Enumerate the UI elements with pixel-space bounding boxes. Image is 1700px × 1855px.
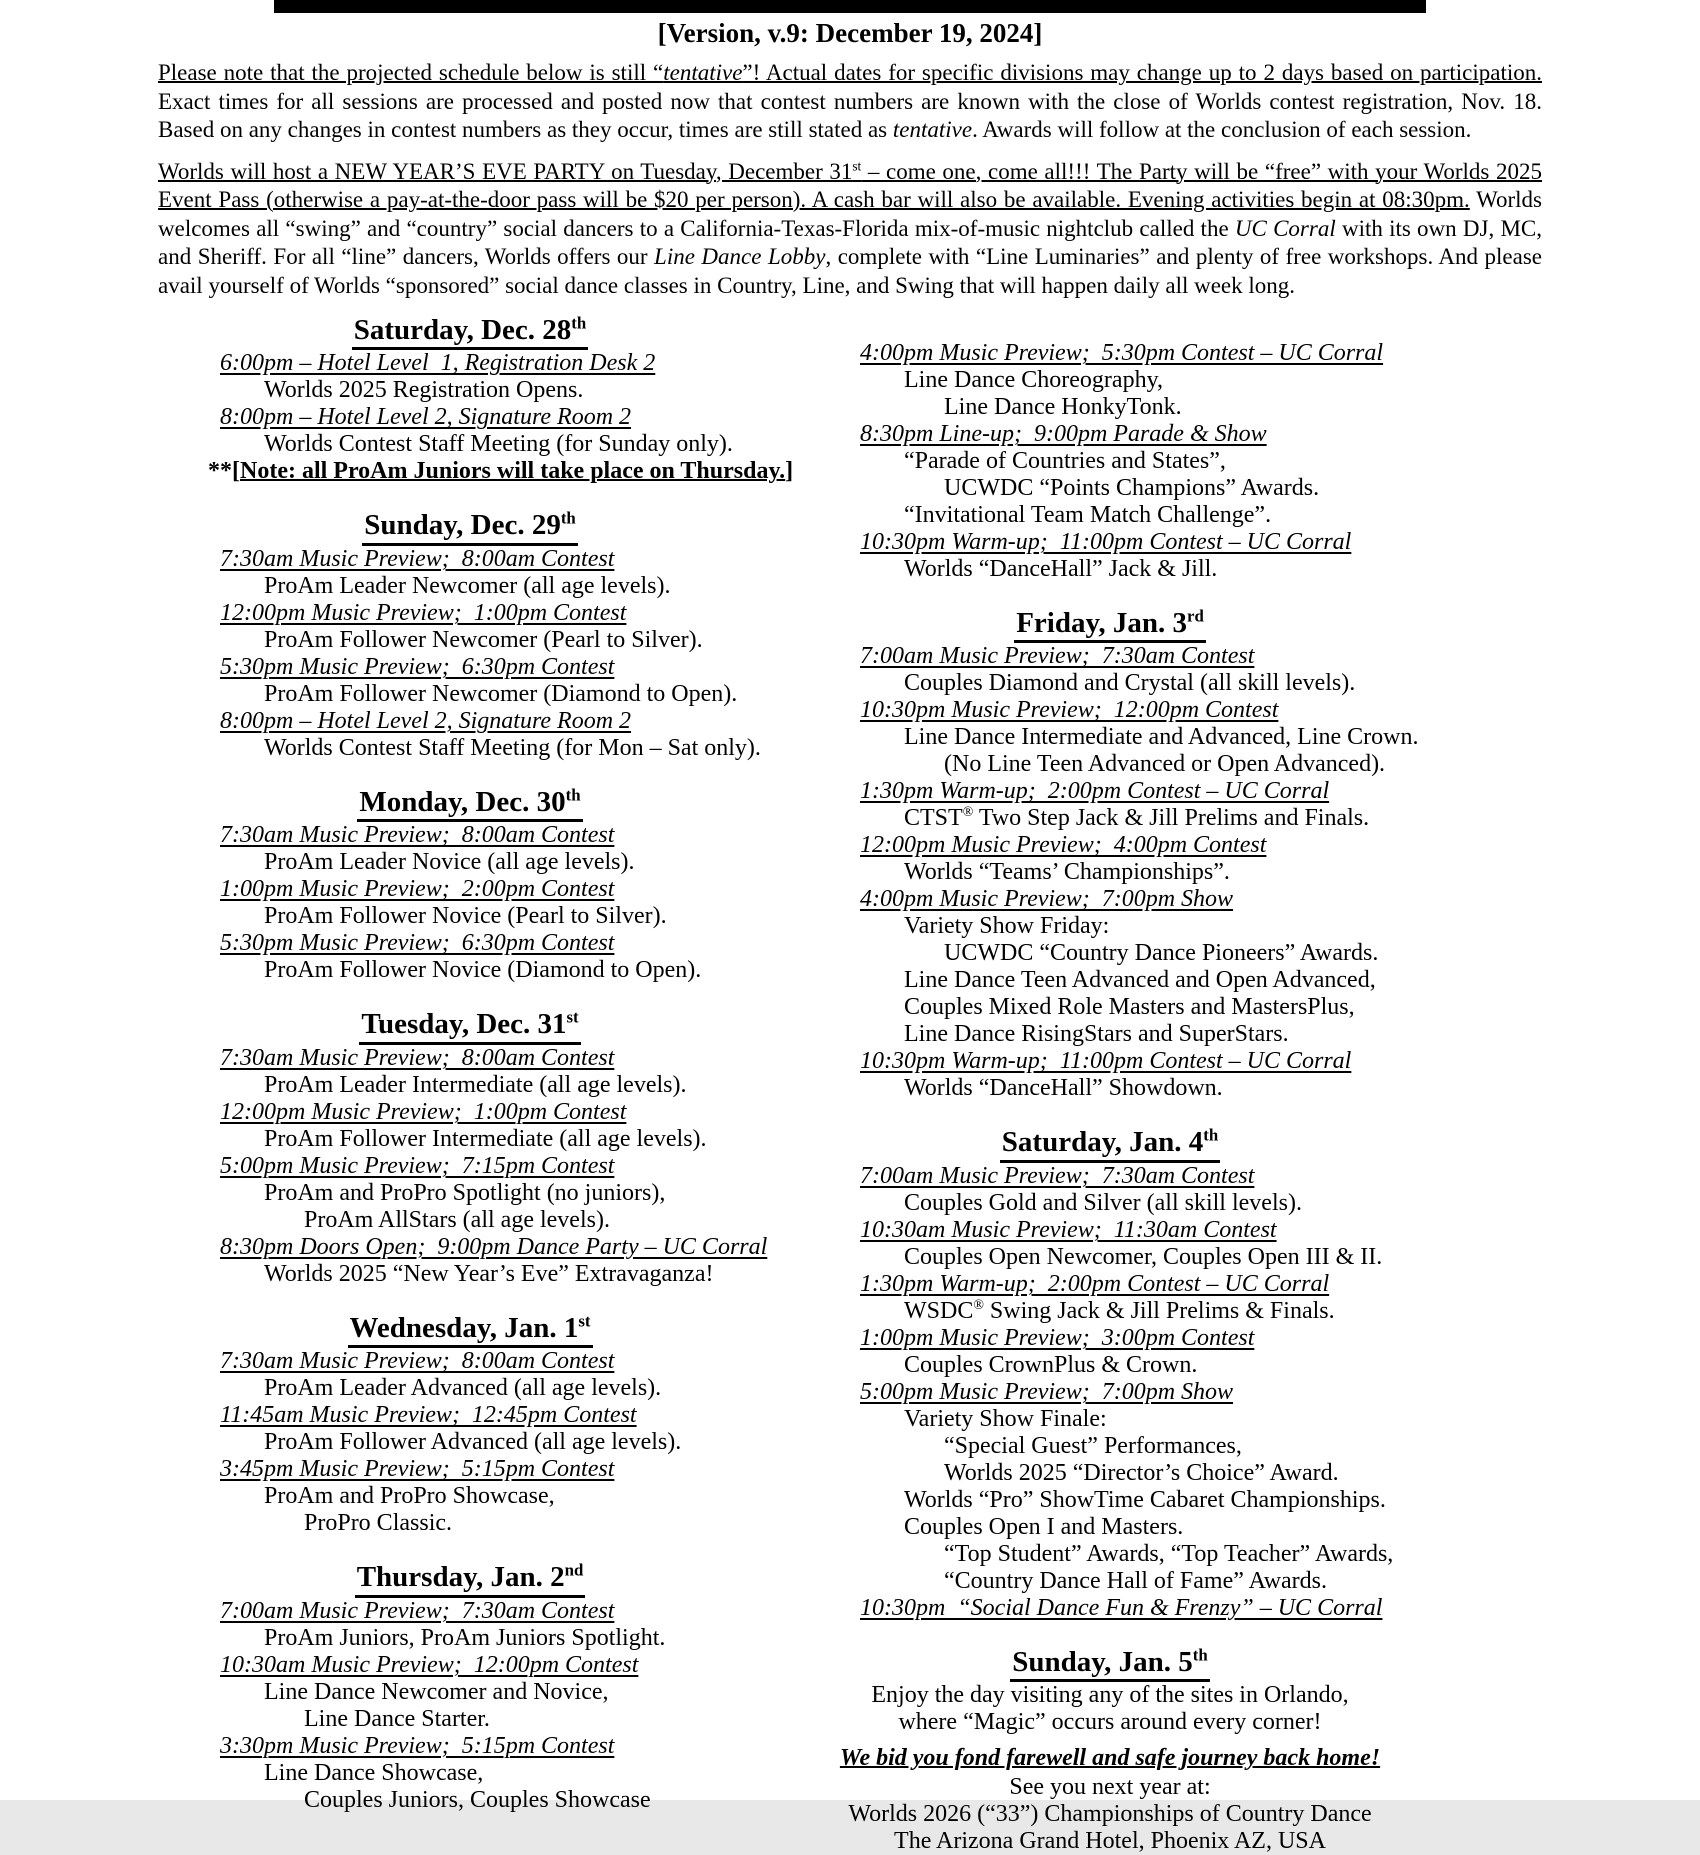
session-time-line: 10:30pm Warm-up; 11:00pm Contest – UC Corral	[860, 529, 1352, 555]
intro-p2-body-text-end: , complete with “Line Luminaries” and plenty of free workshops. And please avail yourself of Worlds “sponsored” social dance classes in Country, Line, and Swing that will happen daily all week long.	[158, 244, 1542, 298]
session-detail-line: Line Dance RisingStars and SuperStars.	[904, 1021, 1289, 1048]
ordinal-superscript: st	[578, 1311, 591, 1331]
session-time-line: 7:00am Music Preview; 7:30am Contest	[860, 643, 1255, 670]
schedule-left-column	[150, 313, 794, 1814]
wsdc-name: WSDC	[904, 1297, 974, 1324]
intro-p2-underlined-text-end: – come one, come all!!! The Party will be “free” with your Worlds 2025 Event Pass (otherwise a pay-at-the-door pass will be $20 per person). A cash bar will also be available. Evening activities begin at 08:30pm.	[158, 158, 1543, 212]
day-title-text: Thursday, Jan. 2	[356, 1561, 565, 1594]
day-section-sun-dec-29	[150, 509, 790, 761]
session-detail-line: ProAm Leader Advanced (all age levels).	[264, 1375, 662, 1402]
session-time-line: 4:00pm Music Preview; 7:00pm Show	[860, 886, 1234, 913]
session-detail-line: ProAm Follower Intermediate (all age levels).	[264, 1125, 707, 1152]
session-time-line: 5:00pm Music Preview; 7:15pm Contest	[220, 1152, 615, 1179]
session-time-line: 8:30pm Doors Open; 9:00pm Dance Party – UC Corral	[220, 1233, 768, 1260]
day-section-fri-jan-3	[790, 607, 1430, 1102]
day-header	[150, 1008, 790, 1044]
session-time-line: 5:30pm Music Preview; 6:30pm Contest	[220, 930, 615, 957]
day-section-thu-jan-2	[150, 1561, 790, 1813]
session-detail-line-2: “Special Guest” Performances,	[944, 1432, 1242, 1459]
session-detail-line-2: Worlds 2025 “Director’s Choice” Award.	[944, 1459, 1339, 1486]
session-time-line: 1:00pm Music Preview; 3:00pm Contest	[860, 1324, 1255, 1351]
session-detail-line: ProAm Leader Intermediate (all age levels).	[264, 1071, 687, 1098]
session-detail-line: Worlds Contest Staff Meeting (for Sunday only).	[264, 431, 733, 458]
session-detail-line: Worlds “DanceHall” Showdown.	[904, 1075, 1223, 1102]
day-section-mon-dec-30	[150, 786, 790, 984]
session-time-line: 7:30am Music Preview; 8:00am Contest	[220, 1044, 615, 1071]
thursday-continued-entries	[790, 340, 1430, 583]
ordinal-superscript: th	[560, 508, 576, 528]
intro-p2-body-text-2: with its own DJ, MC, and Sheriff. For all “line” dancers, Worlds offers our	[158, 215, 1542, 269]
session-detail-line-2: “Top Student” Awards, “Top Teacher” Awards,	[944, 1540, 1394, 1567]
session-time-line: 8:30pm Line-up; 9:00pm Parade & Show	[860, 421, 1267, 447]
session-time-line: 7:30am Music Preview; 8:00am Contest	[220, 822, 615, 849]
note-prefix: **[	[208, 458, 240, 485]
ordinal-superscript: st	[852, 157, 862, 173]
day-header	[150, 509, 790, 545]
session-detail-line: Line Dance Showcase,	[264, 1759, 484, 1786]
session-detail-line-2: ProAm AllStars (all age levels).	[304, 1206, 610, 1233]
session-time-line: 10:30am Music Preview; 12:00pm Contest	[220, 1651, 639, 1678]
session-time-line: 10:30am Music Preview; 11:30am Contest	[860, 1216, 1277, 1243]
session-time-line: 7:30am Music Preview; 8:00am Contest	[220, 545, 615, 572]
session-detail-line: Line Dance Teen Advanced and Open Advanced,	[904, 967, 1376, 994]
uc-corral-name: UC Corral	[1234, 215, 1336, 241]
session-detail-line: Couples Diamond and Crystal (all skill levels).	[904, 670, 1356, 697]
session-detail-line: ProAm Juniors, ProAm Juniors Spotlight.	[264, 1624, 666, 1651]
ordinal-superscript: st	[566, 1007, 579, 1027]
session-detail-line: Couples Open I and Masters.	[904, 1513, 1184, 1540]
day-header	[790, 1646, 1430, 1682]
session-detail-line: Variety Show Finale:	[904, 1405, 1107, 1432]
intro-p1-body-text-end: . Awards will follow at the conclusion of each session.	[972, 117, 1472, 142]
intro-p2-body-text: Worlds welcomes all “swing” and “country” social dancers to a California-Texas-Florida mix-of-music nightclub called the	[158, 187, 1543, 241]
juniors-note-line	[208, 458, 794, 485]
session-detail-line-2: ProPro Classic.	[304, 1510, 453, 1537]
day-title-text: Sunday, Jan. 5	[1012, 1645, 1193, 1678]
session-detail-line: ProAm Follower Newcomer (Pearl to Silver).	[264, 626, 703, 653]
version-line: [Version, v.9: December 19, 2024]	[657, 18, 1043, 48]
day-section-sat-dec-28	[150, 313, 794, 485]
session-time-line: 12:00pm Music Preview; 1:00pm Contest	[220, 1098, 627, 1125]
session-detail-line: Couples Mixed Role Masters and MastersPlus,	[904, 994, 1355, 1021]
session-detail-line: ProAm Follower Advanced (all age levels).	[264, 1429, 682, 1456]
intro-p1-italic-word: tentative	[663, 60, 743, 85]
session-time-line: 5:30pm Music Preview; 6:30pm Contest	[220, 653, 615, 680]
day-title-text: Wednesday, Jan. 1	[349, 1311, 579, 1344]
session-detail-line: Couples Gold and Silver (all skill levels).	[904, 1189, 1302, 1216]
session-time-line: 1:00pm Music Preview; 2:00pm Contest	[220, 876, 615, 903]
session-time-line: 3:45pm Music Preview; 5:15pm Contest	[220, 1456, 615, 1483]
session-time-line: 8:00pm – Hotel Level 2, Signature Room 2	[220, 404, 632, 431]
intro-p1-body-text: Exact times for all sessions are processed and posted now that contest numbers are known with the close of Worlds contest registration, Nov. 18. Based on any changes in contest numbers as they occur, times are still stated as	[158, 88, 1542, 142]
ctst-name: CTST	[904, 805, 963, 832]
session-detail-line: “Invitational Team Match Challenge”.	[904, 502, 1272, 528]
ctst-detail-text: Two Step Jack & Jill Prelims and Finals.	[973, 805, 1370, 832]
ordinal-superscript: th	[1203, 1125, 1219, 1145]
ordinal-superscript: rd	[1187, 606, 1204, 626]
intro-p2-underlined-text: Worlds will host a NEW YEAR’S EVE PARTY on Tuesday, December 31	[158, 158, 853, 184]
note-underlined-text: Note: all ProAm Juniors will take place on Thursday.	[240, 458, 786, 485]
sunday-message-line: Enjoy the day visiting any of the sites in Orlando,	[871, 1682, 1349, 1709]
session-detail-line-ctst	[904, 805, 1430, 832]
session-detail-line-2: UCWDC “Country Dance Pioneers” Awards.	[944, 940, 1379, 967]
session-detail-line: Line Dance Newcomer and Novice,	[264, 1678, 609, 1705]
registered-mark: ®	[962, 805, 974, 821]
registered-mark: ®	[973, 1297, 984, 1313]
session-time-line: 10:30pm Music Preview; 12:00pm Contest	[860, 697, 1279, 724]
session-detail-line: Variety Show Friday:	[904, 913, 1110, 940]
line-dance-lobby-name: Line Dance Lobby	[654, 244, 826, 269]
ordinal-superscript: nd	[564, 1560, 584, 1580]
session-time-line: 4:00pm Music Preview; 5:30pm Contest – UC Corral	[860, 340, 1384, 366]
session-detail-line: ProAm and ProPro Showcase,	[264, 1483, 555, 1510]
day-section-sun-jan-5	[790, 1646, 1430, 1855]
session-detail-line-2: UCWDC “Points Champions” Awards.	[944, 475, 1320, 501]
day-title-text: Friday, Jan. 3	[1016, 607, 1187, 639]
session-time-line: 12:00pm Music Preview; 4:00pm Contest	[860, 832, 1267, 859]
session-detail-line: Worlds “Teams’ Championships”.	[904, 859, 1230, 886]
session-detail-line: Line Dance Choreography,	[904, 367, 1164, 393]
session-detail-line: ProAm and ProPro Spotlight (no juniors),	[264, 1179, 666, 1206]
session-time-line: 6:00pm – Hotel Level 1, Registration Desk 2	[220, 350, 656, 377]
day-header	[150, 1561, 790, 1597]
schedule-right-column	[790, 314, 1430, 1855]
note-suffix: ]	[785, 458, 794, 485]
day-title-text: Saturday, Jan. 4	[1001, 1126, 1204, 1159]
session-detail-line-2: Line Dance HonkyTonk.	[944, 394, 1182, 420]
day-title-text: Sunday, Dec. 29	[364, 509, 561, 542]
day-title-text: Monday, Dec. 30	[359, 785, 566, 818]
ordinal-superscript: th	[571, 313, 587, 333]
day-section-tue-dec-31	[150, 1008, 790, 1287]
session-time-line: 10:30pm Warm-up; 11:00pm Contest – UC Corral	[860, 1048, 1352, 1075]
session-detail-line-2: “Country Dance Hall of Fame” Awards.	[944, 1567, 1328, 1594]
day-section-wed-jan-1	[150, 1312, 790, 1537]
session-time-line: 11:45am Music Preview; 12:45pm Contest	[220, 1402, 637, 1429]
title-banner-bar	[274, 0, 1426, 13]
intro-p1-underlined-text: Please note that the projected schedule below is still “	[158, 60, 664, 85]
farewell-text: We bid you fond farewell and safe journey back home!	[839, 1745, 1381, 1772]
session-detail-line: ProAm Leader Newcomer (all age levels).	[264, 572, 671, 599]
session-detail-line: Worlds “DanceHall” Jack & Jill.	[904, 556, 1218, 582]
session-detail-line: Couples CrownPlus & Crown.	[904, 1351, 1198, 1378]
day-header	[150, 314, 790, 350]
closing-line: The Arizona Grand Hotel, Phoenix AZ, USA	[894, 1828, 1326, 1855]
session-time-line: 7:00am Music Preview; 7:30am Contest	[220, 1597, 615, 1624]
intro-paragraph-tentative	[158, 59, 1542, 145]
intro-section	[158, 59, 1542, 300]
session-detail-line: ProAm Follower Novice (Pearl to Silver).	[264, 903, 667, 930]
day-title-text: Tuesday, Dec. 31	[361, 1008, 567, 1041]
session-detail-line: Worlds 2025 Registration Opens.	[264, 377, 584, 404]
session-detail-line: Worlds Contest Staff Meeting (for Mon – Sat only).	[264, 734, 761, 761]
session-detail-line: ProAm Leader Novice (all age levels).	[264, 849, 635, 876]
day-title-text: Saturday, Dec. 28	[353, 314, 572, 346]
session-detail-line: Worlds 2025 “New Year’s Eve” Extravaganza!	[264, 1260, 714, 1287]
intro-p1-underlined-text-end: ”! Actual dates for specific divisions may change up to 2 days based on participation.	[742, 60, 1542, 85]
ordinal-superscript: th	[1192, 1645, 1208, 1665]
day-header	[150, 786, 790, 822]
day-section-sat-jan-4	[790, 1126, 1430, 1621]
session-detail-line: ProAm Follower Novice (Diamond to Open).	[264, 957, 702, 984]
day-header	[150, 1312, 790, 1348]
day-header	[790, 1126, 1430, 1162]
session-time-line: 7:30am Music Preview; 8:00am Contest	[220, 1348, 615, 1375]
session-time-line: 8:00pm – Hotel Level 2, Signature Room 2	[220, 707, 632, 734]
session-detail-line-wsdc	[904, 1298, 1430, 1325]
session-detail-line: ProAm Follower Newcomer (Diamond to Open).	[264, 680, 738, 707]
session-detail-line: Couples Open Newcomer, Couples Open III & II.	[904, 1243, 1383, 1270]
session-time-line: 1:30pm Warm-up; 2:00pm Contest – UC Corral	[860, 1270, 1330, 1297]
session-detail-line-2: (No Line Teen Advanced or Open Advanced).	[944, 751, 1386, 778]
session-detail-line-2: Line Dance Starter.	[304, 1705, 490, 1732]
ordinal-superscript: th	[565, 785, 581, 805]
farewell-line	[790, 1745, 1430, 1772]
sunday-message-line: where “Magic” occurs around every corner!	[898, 1709, 1322, 1736]
session-detail-line: Worlds “Pro” ShowTime Cabaret Championships.	[904, 1486, 1386, 1513]
schedule-columns	[0, 314, 1700, 1855]
session-detail-line: Line Dance Intermediate and Advanced, Line Crown.	[904, 724, 1419, 751]
session-time-line: 7:00am Music Preview; 7:30am Contest	[860, 1162, 1255, 1189]
session-time-line: 10:30pm “Social Dance Fun & Frenzy” – UC Corral	[860, 1594, 1383, 1621]
session-time-line: 5:00pm Music Preview; 7:00pm Show	[860, 1378, 1234, 1405]
session-detail-line-2: Couples Juniors, Couples Showcase	[304, 1786, 651, 1813]
closing-line: See you next year at:	[1009, 1774, 1211, 1801]
session-time-line: 1:30pm Warm-up; 2:00pm Contest – UC Corral	[860, 778, 1330, 805]
closing-line: Worlds 2026 (“33”) Championships of Country Dance	[848, 1801, 1372, 1828]
intro-paragraph-nye-party	[158, 158, 1542, 301]
session-time-line: 12:00pm Music Preview; 1:00pm Contest	[220, 599, 627, 626]
day-header	[790, 607, 1430, 643]
session-time-line: 3:30pm Music Preview; 5:15pm Contest	[220, 1732, 615, 1759]
session-detail-line: “Parade of Countries and States”,	[904, 448, 1226, 474]
intro-p1-italic-word-2: tentative	[892, 117, 973, 142]
wsdc-detail-text: Swing Jack & Jill Prelims & Finals.	[983, 1297, 1335, 1324]
